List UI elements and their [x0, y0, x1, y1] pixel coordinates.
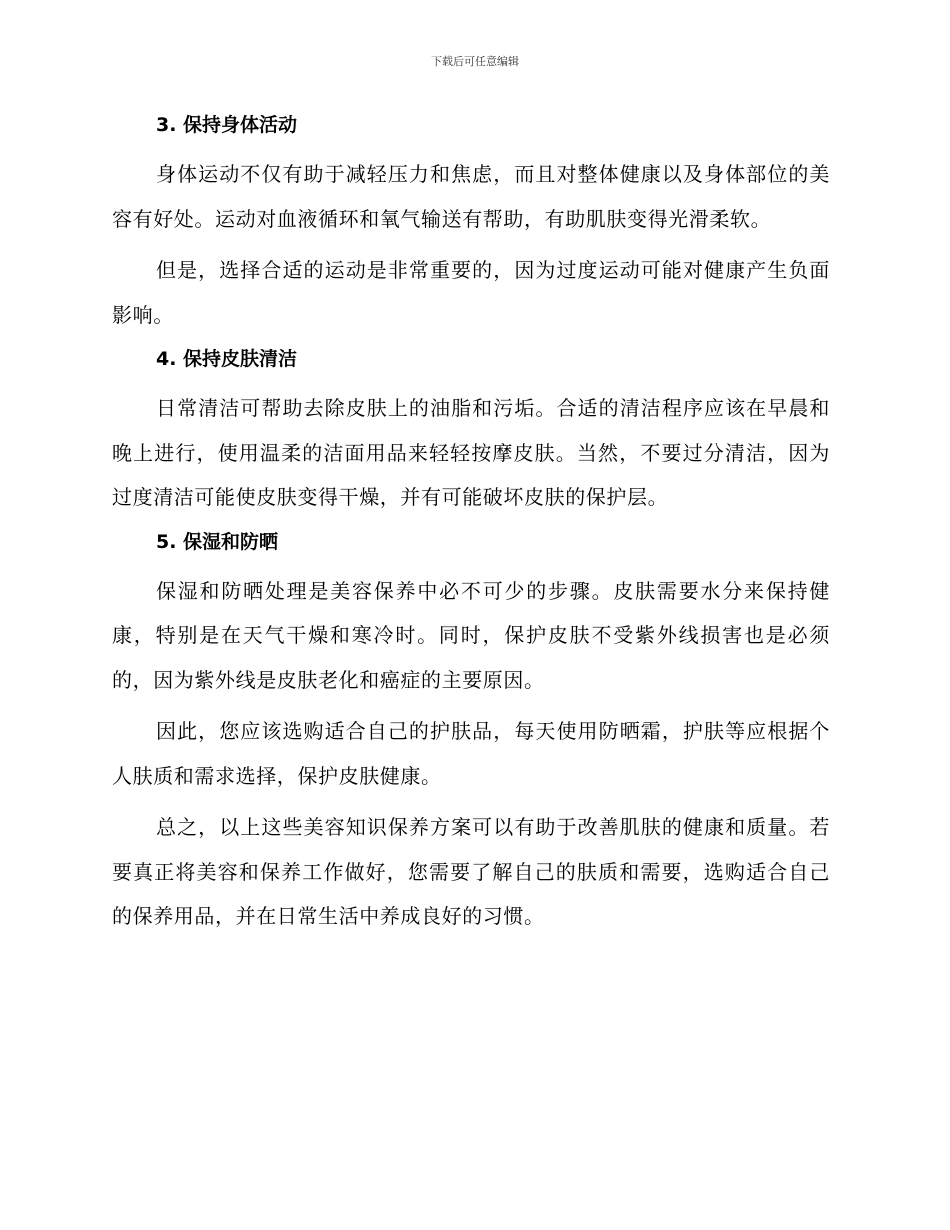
paragraph: 身体运动不仅有助于减轻压力和焦虑，而且对整体健康以及身体部位的美容有好处。运动对血液循环和氧气输送有帮助，有助肌肤变得光滑柔软。 — [112, 162, 830, 231]
section-cleansing — [112, 344, 830, 520]
paragraph: 但是，选择合适的运动是非常重要的，因为过度运动可能对健康产生负面影响。 — [112, 258, 830, 327]
page-header-note: 下载后可任意编辑 — [431, 55, 519, 68]
paragraph: 因此，您应该选购适合自己的护肤品，每天使用防晒霜，护肤等应根据个人肤质和需求选择，保护皮肤健康。 — [112, 719, 830, 788]
section-exercise — [112, 110, 830, 337]
paragraph: 总之，以上这些美容知识保养方案可以有助于改善肌肤的健康和质量。若要真正将美容和保养工作做好，您需要了解自己的肤质和需要，选购适合自己的保养用品，并在日常生活中养成良好的习惯。 — [112, 815, 830, 928]
section-heading: 5. 保湿和防晒 — [156, 530, 279, 553]
section-moisturize-sunscreen — [112, 527, 830, 939]
section-heading: 3. 保持身体活动 — [156, 114, 298, 136]
document-body — [112, 110, 830, 946]
section-heading: 4. 保持皮肤清洁 — [156, 348, 298, 370]
paragraph: 日常清洁可帮助去除皮肤上的油脂和污垢。合适的清洁程序应该在早晨和晚上进行，使用温柔的洁面用品来轻轻按摩皮肤。当然，不要过分清洁，因为过度清洁可能使皮肤变得干燥，并有可能破坏皮肤的保护层。 — [112, 396, 830, 509]
paragraph: 保湿和防晒处理是美容保养中必不可少的步骤。皮肤需要水分来保持健康，特别是在天气干燥和寒冷时。同时，保护皮肤不受紫外线损害也是必须的，因为紫外线是皮肤老化和癌症的主要原因。 — [112, 578, 830, 692]
